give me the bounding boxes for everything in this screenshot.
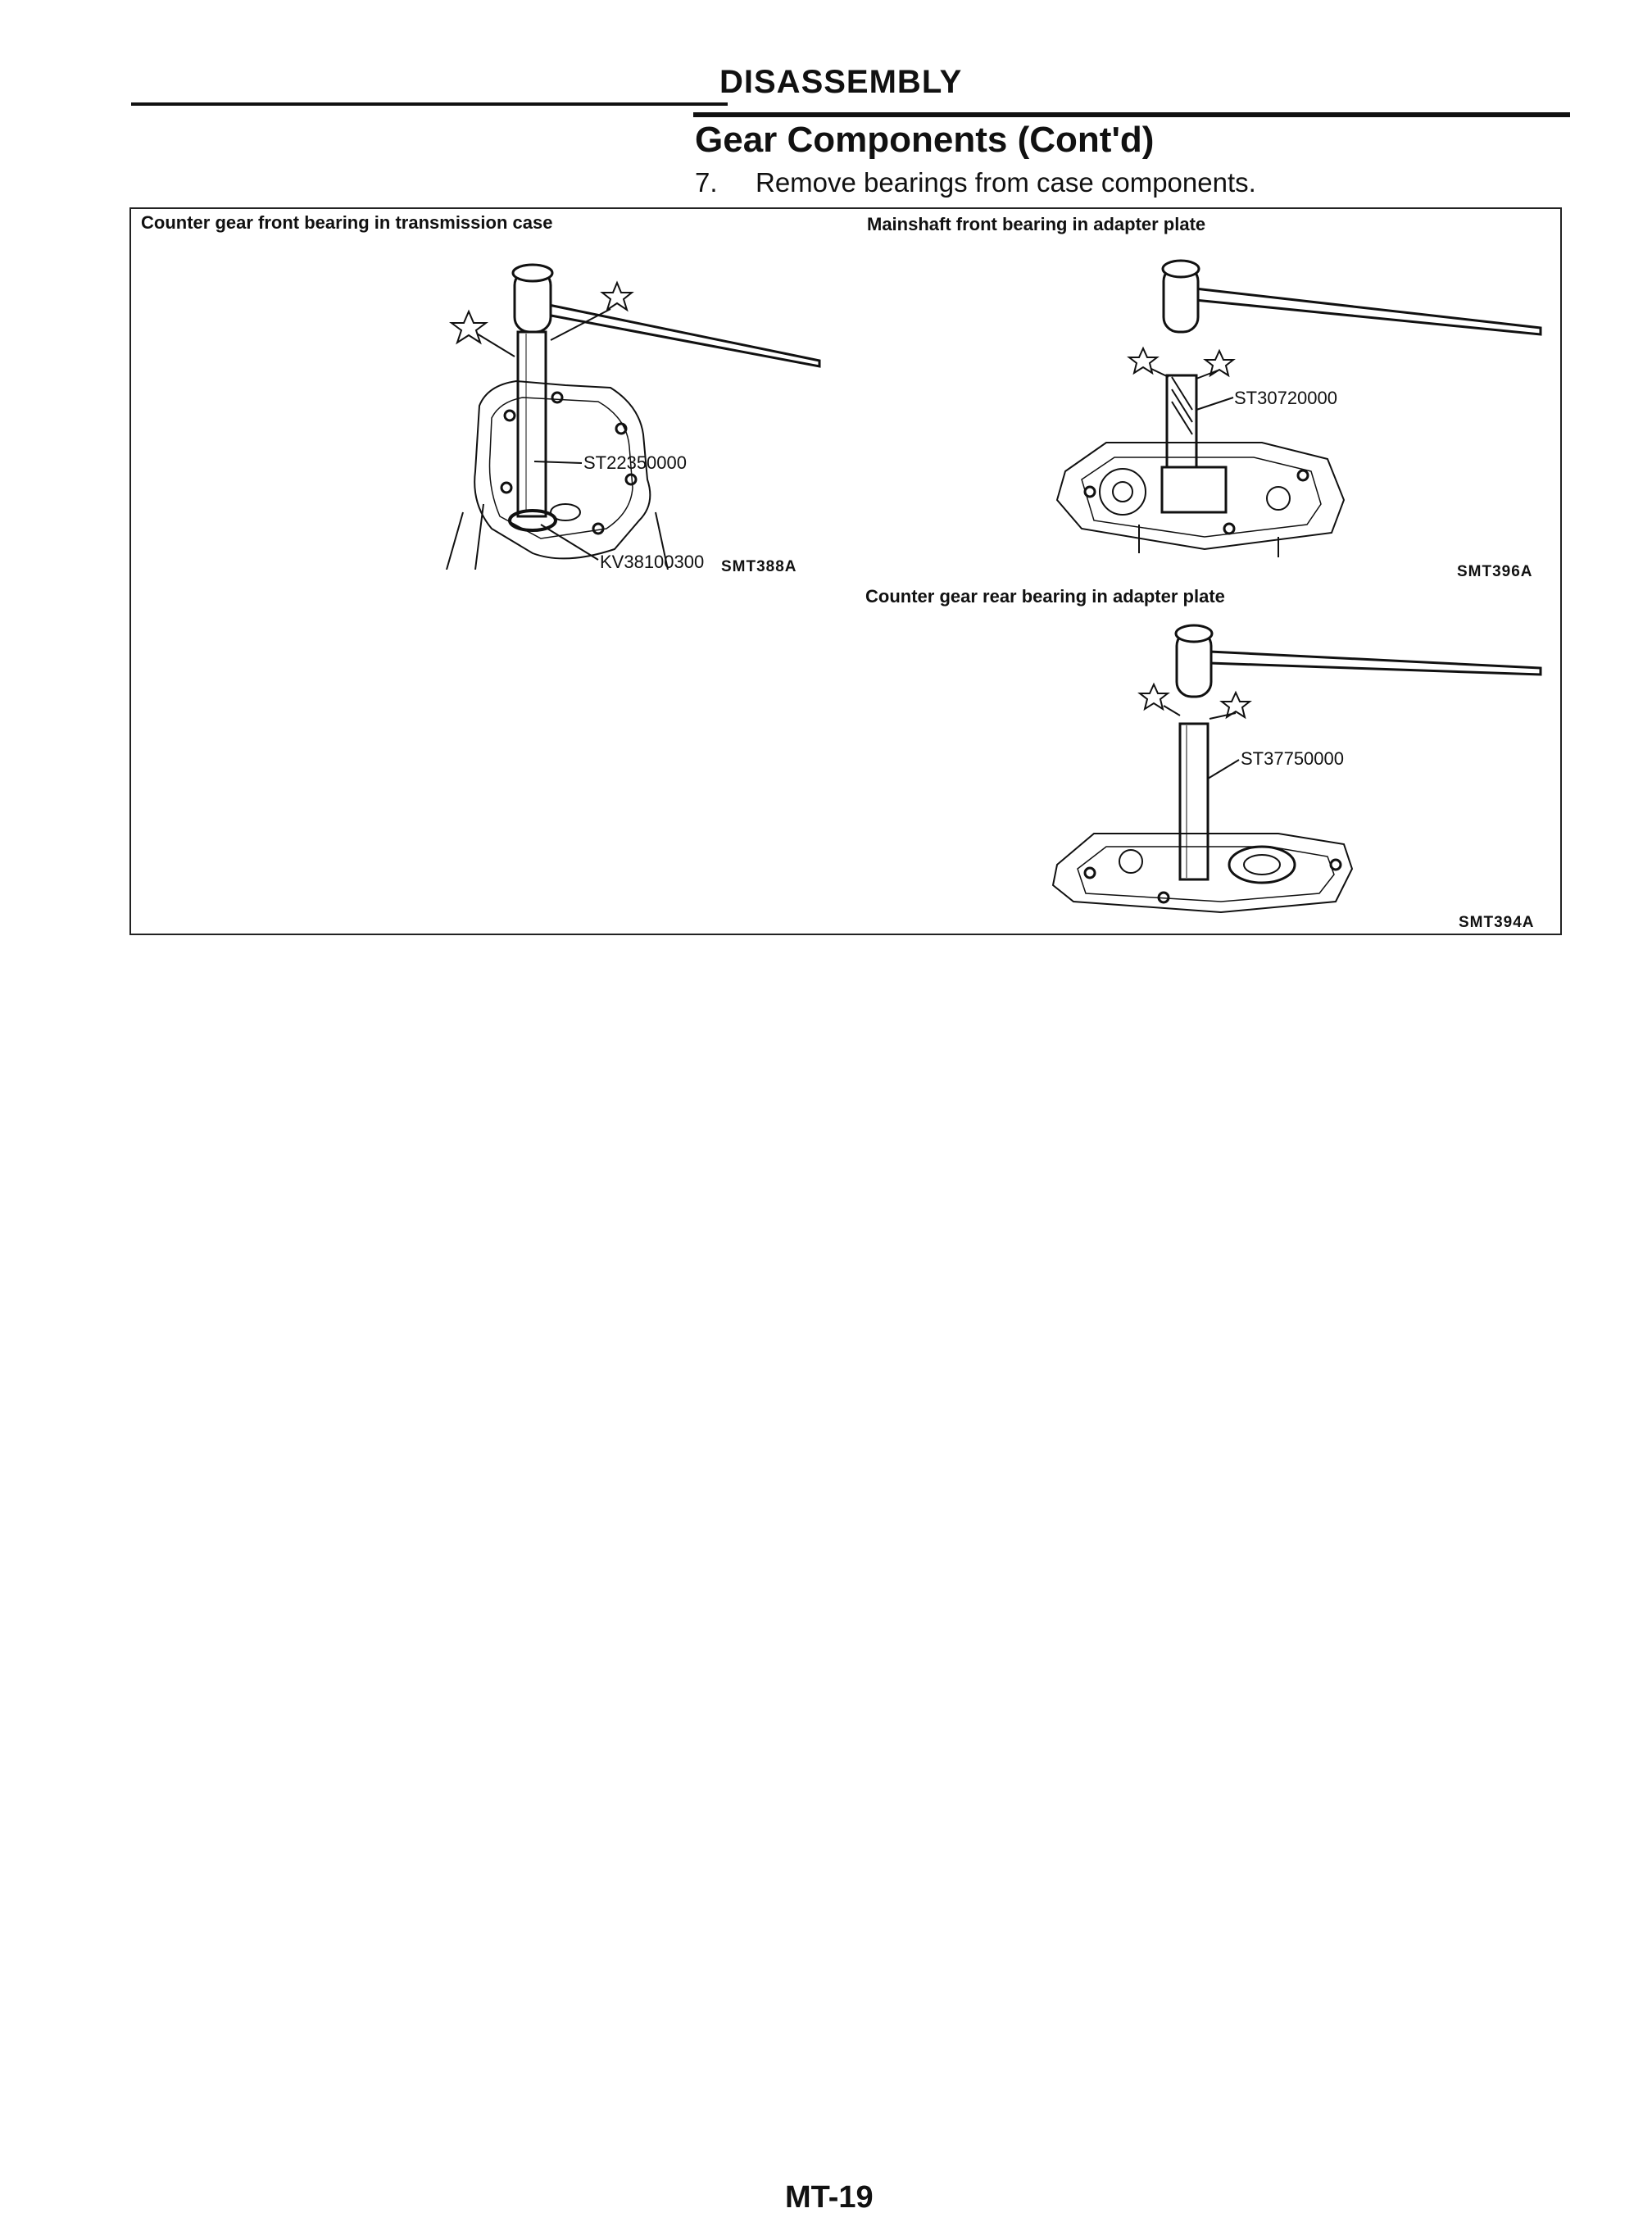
figure-3-illustration: [1016, 619, 1557, 922]
figure-1-caption: Counter gear front bearing in transmission case: [141, 212, 553, 233]
figure-3-tool-1: ST37750000: [1241, 748, 1344, 769]
figure-3-caption: Counter gear rear bearing in adapter plate: [865, 586, 1225, 607]
figure-1-illustration: [295, 242, 869, 570]
figure-2-id: SMT396A: [1457, 563, 1533, 580]
header-rule-right: [693, 112, 1570, 117]
figure-2-tool-1: ST30720000: [1234, 388, 1337, 408]
figure-1-tool-1: ST22350000: [583, 452, 687, 473]
step-7: [695, 167, 1256, 198]
step-text: Remove bearings from case components.: [756, 167, 1256, 198]
figure-panel: [129, 207, 1562, 935]
step-number: 7.: [695, 167, 718, 198]
header-rule-left: [131, 102, 728, 106]
figure-1-id: SMT388A: [721, 558, 797, 575]
subsection-title: Gear Components (Cont'd): [695, 120, 1155, 160]
page-number: MT-19: [785, 2180, 874, 2215]
figure-1-tool-2: KV38100300: [600, 552, 705, 570]
figure-3-id: SMT394A: [1459, 914, 1535, 931]
figure-2-caption: Mainshaft front bearing in adapter plate: [867, 214, 1206, 234]
figure-2-illustration: [1016, 246, 1557, 557]
section-title: DISASSEMBLY: [719, 64, 963, 100]
